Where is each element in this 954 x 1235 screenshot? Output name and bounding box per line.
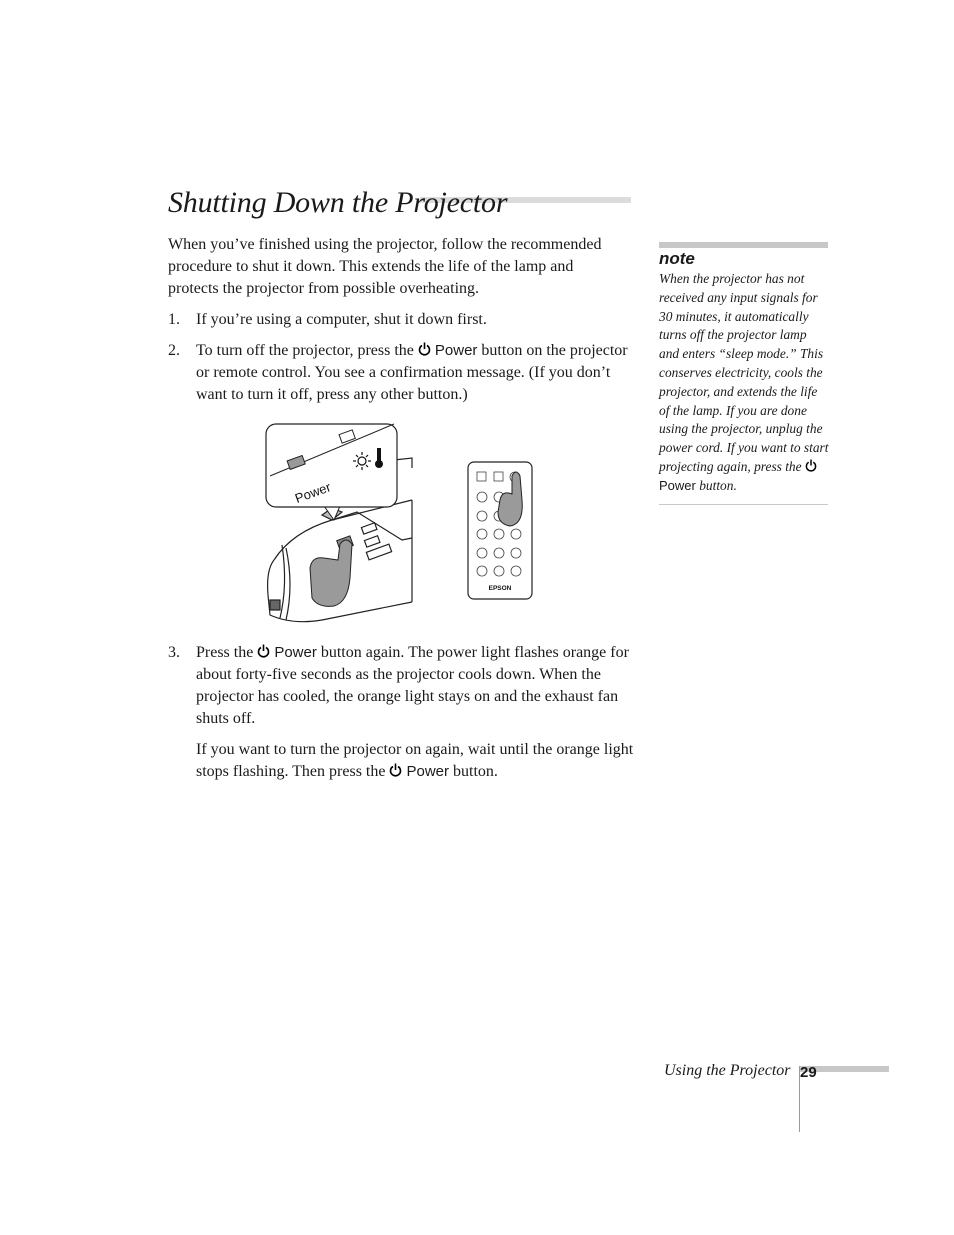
power-icon bbox=[805, 459, 817, 472]
note-top-rule bbox=[659, 242, 828, 248]
step-text: If you’re using a computer, shut it down first. bbox=[196, 311, 487, 328]
intro-paragraph: When you’ve finished using the projector, follow the recommended procedure to shut it down. This extends the life of the lamp and protects the projector from possible overheating. bbox=[168, 236, 602, 297]
power-icon bbox=[257, 644, 270, 658]
step-text-post: button again. The power light flashes orange for about forty-five seconds as the projector cools down. When the projector has cooled, the orange light stays on and the exhaust fan shuts off. bbox=[196, 644, 629, 727]
power-key-label: Power bbox=[659, 477, 696, 493]
hand-pointer-icon bbox=[310, 540, 352, 606]
page-number: 29 bbox=[800, 1064, 817, 1081]
restart-paragraph bbox=[196, 739, 636, 783]
step-number: 2. bbox=[168, 342, 180, 359]
note-text bbox=[659, 270, 829, 496]
panel-power-label: Power bbox=[292, 479, 333, 506]
note-text-pre: When the projector has not received any input signals for 30 minutes, it automatically turns off the projector lamp and enters “sleep mode.” This conserves electricity, cools the projector, and extends the life of the lamp. If you are done using the projector, unplug the power cord. If you want to start projecting again, press the bbox=[659, 271, 829, 474]
restart-text-pre: If you want to turn the projector on again, wait until the orange light stops flashing. Then press the bbox=[196, 741, 634, 780]
step-text bbox=[196, 642, 636, 730]
remote-control-drawing bbox=[468, 462, 532, 599]
step-text-pre: Press the bbox=[196, 644, 254, 661]
power-key-label: Power bbox=[406, 763, 449, 780]
page-title: Shutting Down the Projector bbox=[168, 186, 508, 219]
step-number: 3. bbox=[168, 644, 180, 661]
remote-brand-label: EPSON bbox=[488, 585, 512, 592]
restart-text-post: button. bbox=[453, 763, 498, 780]
power-key-label: Power bbox=[274, 644, 317, 661]
step-text-pre: To turn off the projector, press the bbox=[196, 342, 414, 359]
note-heading: note bbox=[659, 249, 695, 268]
power-icon bbox=[418, 342, 431, 356]
power-icon bbox=[389, 763, 402, 777]
step-text bbox=[196, 340, 636, 406]
note-bottom-rule bbox=[659, 504, 828, 505]
power-button-illustration bbox=[262, 420, 542, 625]
step-text-post: button on the projector or remote control. You see a confirmation message. (If you don’t want to turn it off, press any other button.) bbox=[196, 342, 628, 403]
note-text-post: button. bbox=[699, 477, 737, 493]
footer-section-title: Using the Projector bbox=[664, 1062, 791, 1079]
step-number: 1. bbox=[168, 311, 180, 328]
power-key-label: Power bbox=[434, 342, 478, 359]
